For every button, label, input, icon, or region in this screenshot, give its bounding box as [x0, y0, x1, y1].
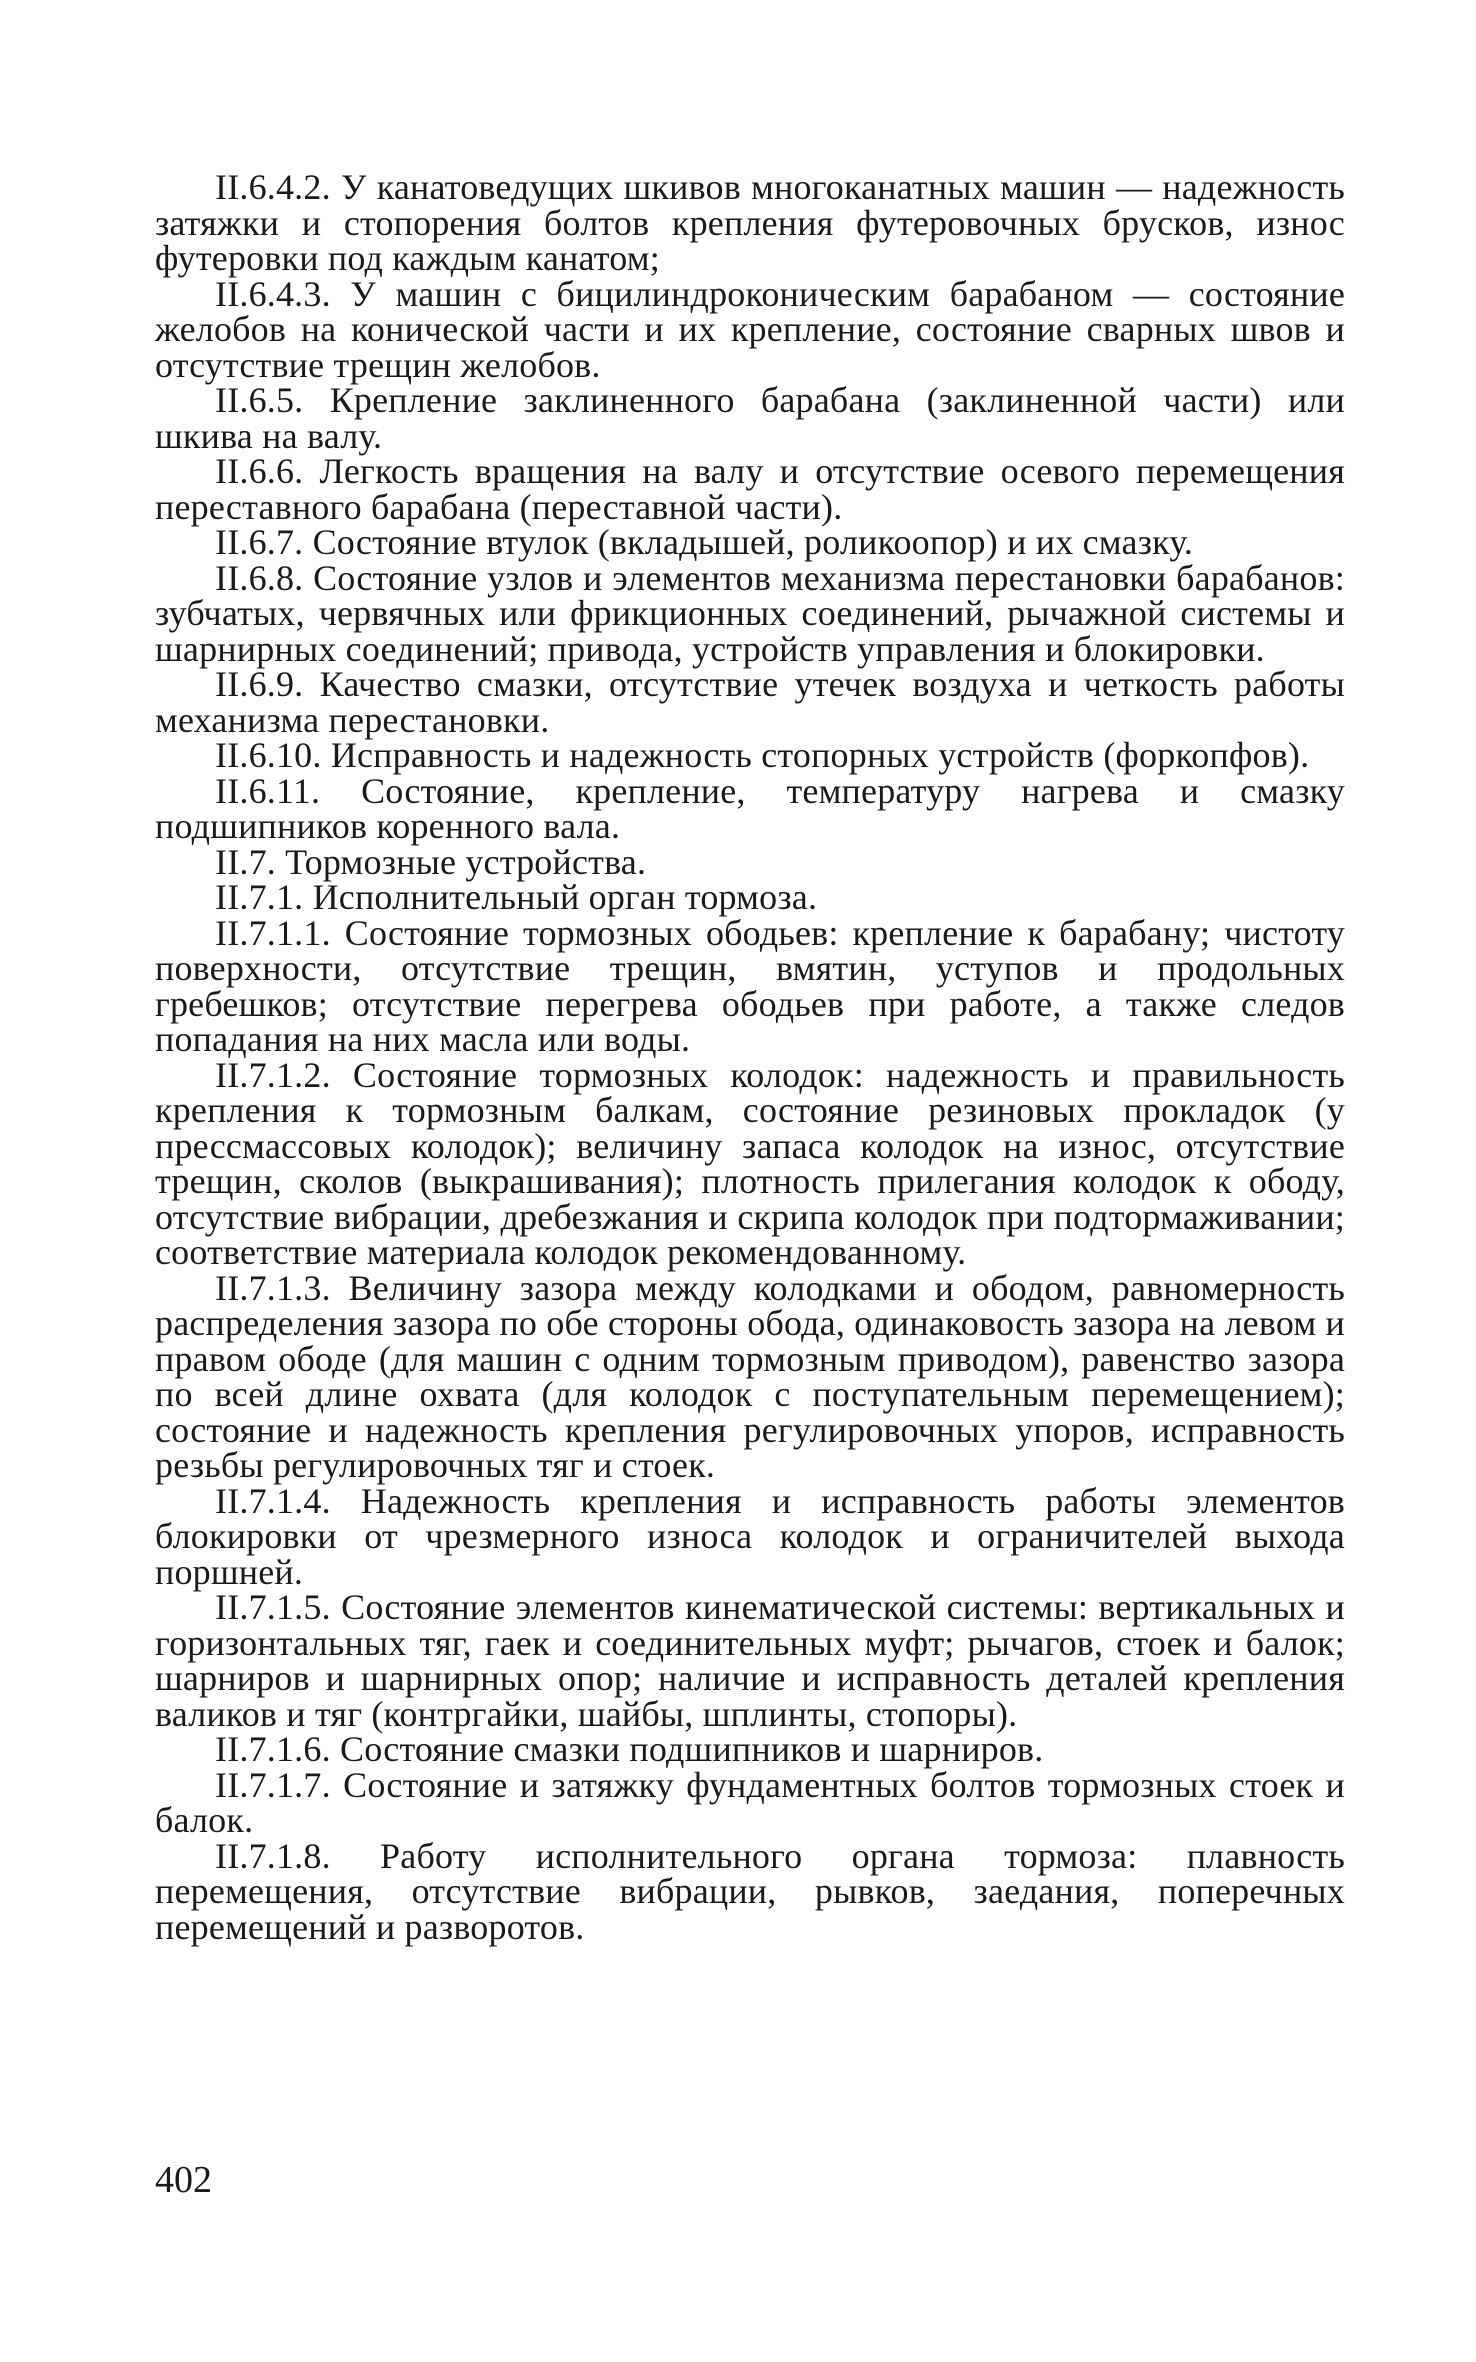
paragraph-ii-7-1-8: II.7.1.8. Работу исполнительного органа тормоза: плавность перемещения, отсутствие вибрации, рывков, заедания, поперечных перемещений и разворотов. [155, 1835, 1345, 1947]
paragraph-ii-7-1-4: II.7.1.4. Надежность крепления и исправность работы элементов блокировки от чрезмерного износа колодок и ограничителей выхода поршней. [155, 1480, 1345, 1592]
paragraph-ii-6-8: II.6.8. Состояние узлов и элементов механизма перестановки барабанов: зубчатых, червячных или фрикционных соединений, рычажной системы и шарнирных соединений; привода, устройств управления и блокировки. [155, 557, 1345, 669]
paragraph-ii-7-1-3: II.7.1.3. Величину зазора между колодками и ободом, равномерность распределения зазора по обе стороны обода, одинаковость зазора на левом и правом ободе (для машин с одним тормозным приводом), равенство зазора по всей длине охвата (для колодок с поступательным перемещением); состояние и надежность крепления регулировочных упоров, исправность резьбы регулировочных тяг и стоек. [155, 1267, 1345, 1485]
paragraph-ii-6-9: II.6.9. Качество смазки, отсутствие утечек воздуха и четкость работы механизма перестановки. [155, 664, 1345, 740]
page-number: 402 [155, 2159, 212, 2201]
paragraph-ii-7-1-5: II.7.1.5. Состояние элементов кинематической системы: вертикальных и горизонтальных тяг, гаек и соединительных муфт; рычагов, стоек и балок; шарниров и шарнирных опор; наличие и исправность деталей крепления валиков и тяг (контргайки, шайбы, шплинты, стопоры). [155, 1587, 1345, 1734]
page-body [155, 167, 1345, 1947]
paragraph-ii-7-1-2: II.7.1.2. Состояние тормозных колодок: надежность и правильность крепления к тормозным балкам, состояние резиновых прокладок (у прессмассовых колодок); величину запаса колодок на износ, отсутствие трещин, сколов (выкрашивания); плотность прилегания колодок к ободу, отсутствие вибрации, дребезжания и скрипа колодок при подтормаживании; соответствие материала колодок рекомендованному. [155, 1054, 1345, 1272]
paragraph-ii-6-6: II.6.6. Легкость вращения на валу и отсутствие осевого перемещения переставного барабана (переставной части). [155, 451, 1345, 527]
paragraph-ii-6-7: II.6.7. Состояние втулок (вкладышей, роликоопор) и их смазку. [215, 522, 1194, 562]
paragraph-ii-7-1-6: II.7.1.6. Состояние смазки подшипников и шарниров. [215, 1729, 1044, 1769]
paragraph-ii-6-4-3: II.6.4.3. У машин с бицилиндроконическим барабаном — состояние желобов на конической части и их крепление, состояние сварных швов и отсутствие трещин желобов. [155, 273, 1345, 385]
paragraph-ii-6-10: II.6.10. Исправность и надежность стопорных устройств (форкопфов). [215, 735, 1310, 775]
paragraph-ii-7-1-7: II.7.1.7. Состояние и затяжку фундаментных болтов тормозных стоек и балок. [155, 1764, 1345, 1840]
paragraph-ii-6-4-2: II.6.4.2. У канатоведущих шкивов многоканатных машин — надежность затяжки и стопорения болтов крепления футеровочных брусков, износ футеровки под каждым канатом; [155, 167, 1345, 278]
section-heading-ii-7: II.7. Тормозные устройства. [215, 841, 647, 882]
subsection-heading-ii-7-1: II.7.1. Исполнительный орган тормоза. [215, 877, 818, 917]
paragraph-ii-6-11: II.6.11. Состояние, крепление, температуру нагрева и смазку подшипников коренного вала. [155, 770, 1345, 846]
paragraph-ii-6-5: II.6.5. Крепление заклиненного барабана (заклиненной части) или шкива на валу. [155, 380, 1345, 456]
paragraph-ii-7-1-1: II.7.1.1. Состояние тормозных ободьев: крепление к барабану; чистоту поверхности, отсутствие трещин, вмятин, уступов и продольных гребешков; отсутствие перегрева ободьев при работе, а также следов попадания на них масла или воды. [155, 912, 1345, 1059]
